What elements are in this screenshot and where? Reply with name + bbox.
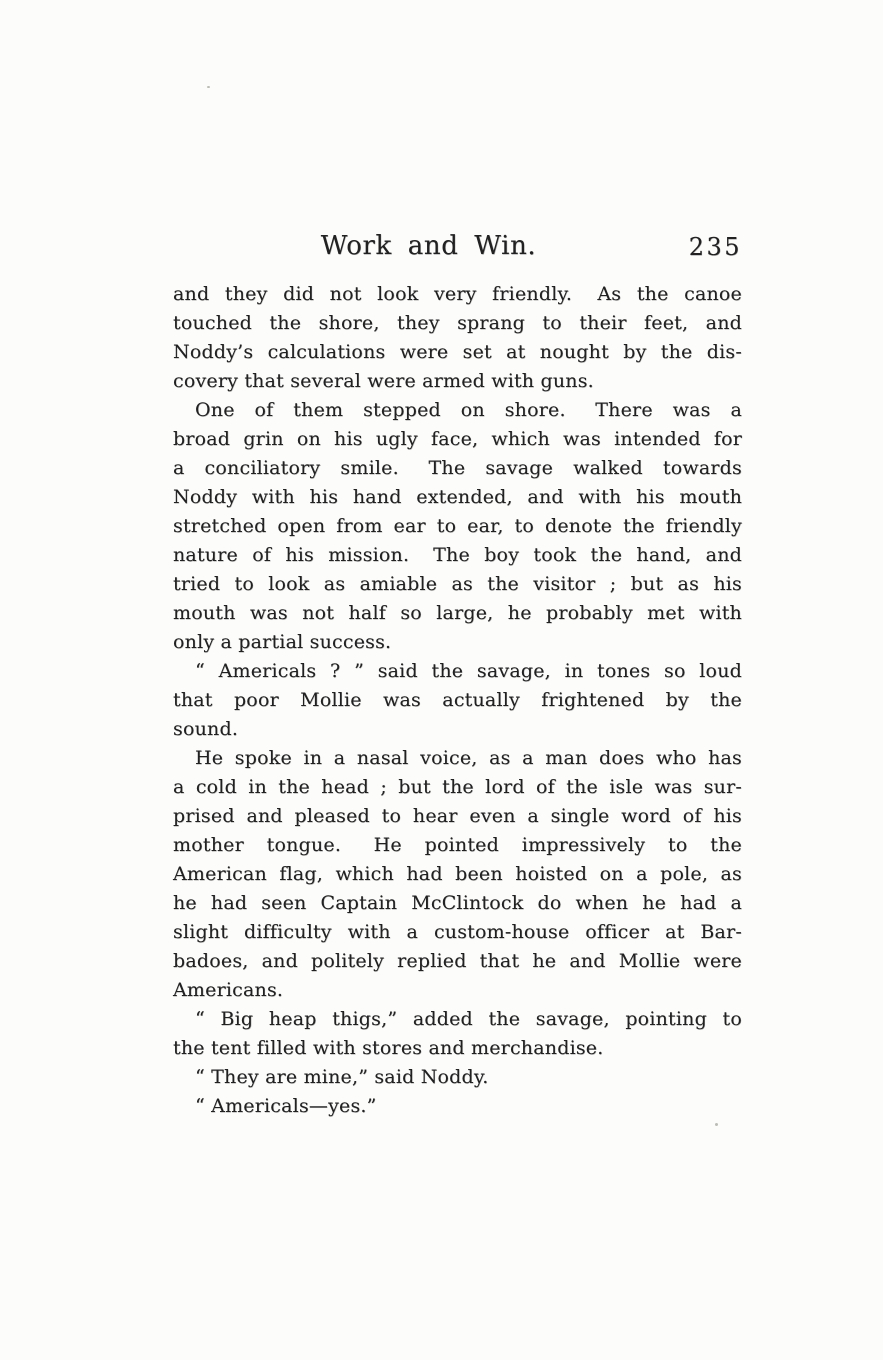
- running-title: Work and Win.: [320, 231, 537, 261]
- body-text: [173, 280, 742, 1121]
- scan-speck: [715, 1123, 718, 1126]
- text-line: the tent filled with stores and merchandise.: [173, 1037, 604, 1059]
- text-line: tried to look as amiable as the visitor ; but as his: [173, 573, 742, 595]
- paragraph: [173, 744, 742, 1005]
- text-line: “ Americals—yes.”: [195, 1095, 377, 1117]
- text-line: Noddy with his hand extended, and with his mouth: [173, 486, 742, 508]
- text-line: He spoke in a nasal voice, as a man does who has: [195, 747, 742, 769]
- scan-speck: [207, 86, 210, 88]
- text-line: mouth was not half so large, he probably met with: [173, 602, 742, 624]
- text-line: American flag, which had been hoisted on a pole, as: [173, 863, 742, 885]
- text-line: covery that several were armed with guns.: [173, 370, 594, 392]
- text-line: Noddy’s calculations were set at nought by the dis-: [173, 341, 742, 363]
- text-line: he had seen Captain McClintock do when he had a: [173, 892, 742, 914]
- text-line: sound.: [173, 718, 239, 740]
- text-line: “ Big heap thigs,” added the savage, pointing to: [195, 1008, 742, 1030]
- paragraph: [173, 280, 742, 396]
- paragraph: [173, 396, 742, 657]
- text-line: a conciliatory smile. The savage walked towards: [173, 457, 742, 479]
- text-line: slight difficulty with a custom-house officer at Bar-: [173, 921, 742, 943]
- text-line: a cold in the head ; but the lord of the isle was sur-: [173, 776, 742, 798]
- text-line: only a partial success.: [173, 631, 392, 653]
- text-line: One of them stepped on shore. There was a: [195, 399, 742, 421]
- text-line: stretched open from ear to ear, to denote the friendly: [173, 515, 742, 537]
- paragraph: [173, 1092, 742, 1121]
- text-line: that poor Mollie was actually frightened by the: [173, 689, 742, 711]
- text-line: nature of his mission. The boy took the hand, and: [173, 544, 742, 566]
- page-number: 235: [688, 233, 742, 261]
- text-line: “ They are mine,” said Noddy.: [195, 1066, 489, 1088]
- page-header: [173, 231, 742, 265]
- text-line: broad grin on his ugly face, which was intended for: [173, 428, 742, 450]
- text-line: badoes, and politely replied that he and Mollie were: [173, 950, 742, 972]
- text-line: and they did not look very friendly. As the canoe: [173, 283, 742, 305]
- text-line: mother tongue. He pointed impressively to the: [173, 834, 742, 856]
- paragraph: [173, 1063, 742, 1092]
- text-line: “ Americals ? ” said the savage, in tones so loud: [195, 660, 742, 682]
- text-line: touched the shore, they sprang to their feet, and: [173, 312, 742, 334]
- paragraph: [173, 1005, 742, 1063]
- text-line: Americans.: [173, 979, 284, 1001]
- paragraph: [173, 657, 742, 744]
- text-line: prised and pleased to hear even a single word of his: [173, 805, 742, 827]
